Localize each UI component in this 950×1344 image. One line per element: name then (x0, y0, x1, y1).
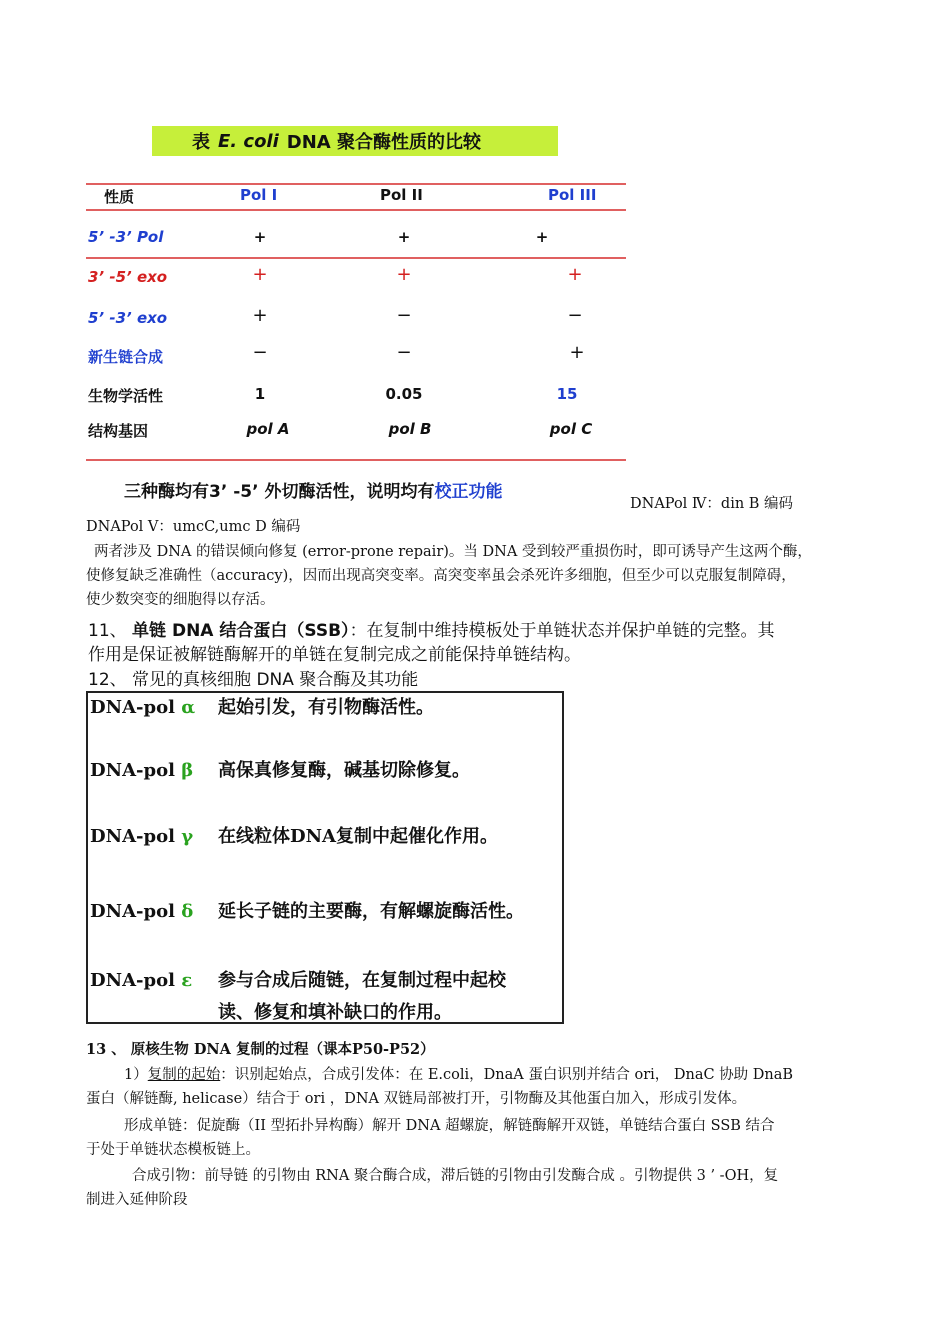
cell: 15 (556, 385, 578, 403)
pol5-note: DNAPol Ⅴ：umcC,umc D 编码 (86, 519, 301, 535)
table-title (152, 126, 558, 156)
cell: + (397, 228, 411, 246)
pol-desc: 起始引发，有引物酶活性。 (218, 697, 434, 718)
item12-heading: 12、 常见的真核细胞 DNA 聚合酶及其功能 (88, 670, 419, 690)
table-mid-rule (86, 257, 626, 259)
pol-name: DNA-pol (90, 970, 175, 991)
s13-p1-prefix: 1） (124, 1067, 148, 1083)
pol-greek: ε (181, 970, 193, 991)
pol-greek: γ (181, 826, 194, 847)
s13-p1-term: 复制的起始 (147, 1067, 221, 1083)
cell: + (535, 228, 549, 246)
item11-text: ：在复制中维持模板处于单链状态并保护单链的完整。其 (349, 621, 775, 641)
header-pol1: Pol I (240, 186, 278, 204)
table-top-rule (86, 183, 626, 185)
item11-number: 11、 (88, 621, 127, 641)
cell: + (252, 305, 268, 326)
pol-desc: 延长子链的主要酶，有解螺旋酶活性。 (218, 901, 524, 922)
pol-greek: δ (181, 901, 194, 922)
pol4-note: DNAPol Ⅳ：din B 编码 (630, 496, 794, 512)
pol-name: DNA-pol (90, 901, 175, 922)
item11-line1 (88, 616, 775, 641)
item11-line2: 作用是保证被解链酶解开的单链在复制完成之前能保持单链结构。 (88, 645, 581, 665)
row-label-3-5-exo: 3’ -5’ exo (88, 268, 168, 286)
header-pol3: Pol III (548, 186, 597, 204)
pol-name: DNA-pol (90, 826, 175, 847)
row-label-gene: 结构基因 (88, 422, 149, 440)
s13-p3-line1: 合成引物：前导链 的引物由 RNA 聚合酶合成，滞后链的引物由引发酶合成 。引物提供 3 ’ -OH，复 (132, 1168, 779, 1184)
cell: pol A (246, 420, 290, 438)
cell: 0.05 (385, 385, 423, 403)
s13-p1-line1 (124, 1063, 793, 1087)
s13-p1-text: ：识别起始点，合成引发体：在 E.coli，DnaA 蛋白识别并结合 ori， DnaC 协助 DnaB (220, 1067, 794, 1083)
table-bottom-rule (86, 459, 626, 461)
cell: 1 (254, 385, 266, 403)
pol-greek: β (181, 760, 194, 781)
row-label-pol: 5’ -3’ Pol (88, 228, 164, 246)
table-header-rule (86, 209, 626, 211)
cell: − (252, 342, 268, 363)
pol-desc: 参与合成后随链，在复制过程中起校 (218, 970, 506, 991)
cell: + (569, 342, 585, 363)
cell: − (396, 342, 412, 363)
polymerase-row (90, 897, 524, 923)
s13-p3-line2: 制进入延伸阶段 (86, 1192, 188, 1208)
s13-p1-line2: 蛋白（解链酶, helicase）结合于 ori ，DNA 双链局部被打开，引物酶及其他蛋白加入，形成引发体。 (86, 1091, 747, 1107)
polymerase-row (90, 966, 506, 992)
cell: − (567, 305, 583, 326)
conclusion-text: 三种酶均有3’ -5’ 外切酶活性，说明均有 (124, 482, 435, 502)
table-title-text: DNA 聚合酶性质的比较 (286, 132, 481, 153)
s13-p2-line1: 形成单链：促旋酶（II 型拓扑异构酶）解开 DNA 超螺旋，解链酶解开双链，单链结合蛋白 SSB 结合 (124, 1118, 775, 1134)
cell: pol C (549, 420, 593, 438)
para1-line2: 使修复缺乏准确性（accuracy)，因而出现高突变率。高突变率虽会杀死许多细胞，但至少可以克服复制障碍， (86, 568, 796, 584)
cell: + (396, 264, 412, 285)
para1-line3: 使少数突变的细胞得以存活。 (86, 592, 275, 608)
table-conclusion (124, 477, 502, 502)
row-label-new-strand: 新生链合成 (88, 348, 164, 366)
conclusion-highlight: 校正功能 (434, 482, 503, 502)
pol-greek: α (181, 697, 196, 718)
pol-name: DNA-pol (90, 760, 175, 781)
item11-term: 单链 DNA 结合蛋白（SSB） (132, 621, 350, 641)
cell: pol B (388, 420, 432, 438)
section13-heading: 13 、 原核生物 DNA 复制的过程（课本P50-P52） (86, 1041, 435, 1058)
row-label-5-3-exo: 5’ -3’ exo (88, 309, 168, 327)
polymerase-row (90, 693, 434, 719)
polymerase-row (90, 822, 498, 848)
s13-p2-line2: 于处于单链状态模板链上。 (86, 1142, 260, 1158)
cell: + (567, 264, 583, 285)
table-title-species: E. coli (218, 130, 279, 152)
header-property: 性质 (104, 188, 135, 206)
cell: − (396, 305, 412, 326)
para1-line1: 两者涉及 DNA 的错误倾向修复 (error-prone repair)。当 DNA 受到较严重损伤时，即可诱导产生这两个酶， (94, 544, 812, 560)
row-label-activity: 生物学活性 (88, 387, 164, 405)
pol-desc: 高保真修复酶，碱基切除修复。 (218, 760, 470, 781)
cell: + (252, 264, 268, 285)
pol-name: DNA-pol (90, 697, 175, 718)
polymerase-row (90, 756, 470, 782)
table-title-prefix: 表 (192, 132, 210, 153)
header-pol2: Pol II (380, 186, 423, 204)
pol-desc: 在线粒体DNA复制中起催化作用。 (218, 826, 499, 847)
pol-desc-continued: 读、修复和填补缺口的作用。 (218, 1002, 452, 1023)
cell: + (253, 228, 267, 246)
